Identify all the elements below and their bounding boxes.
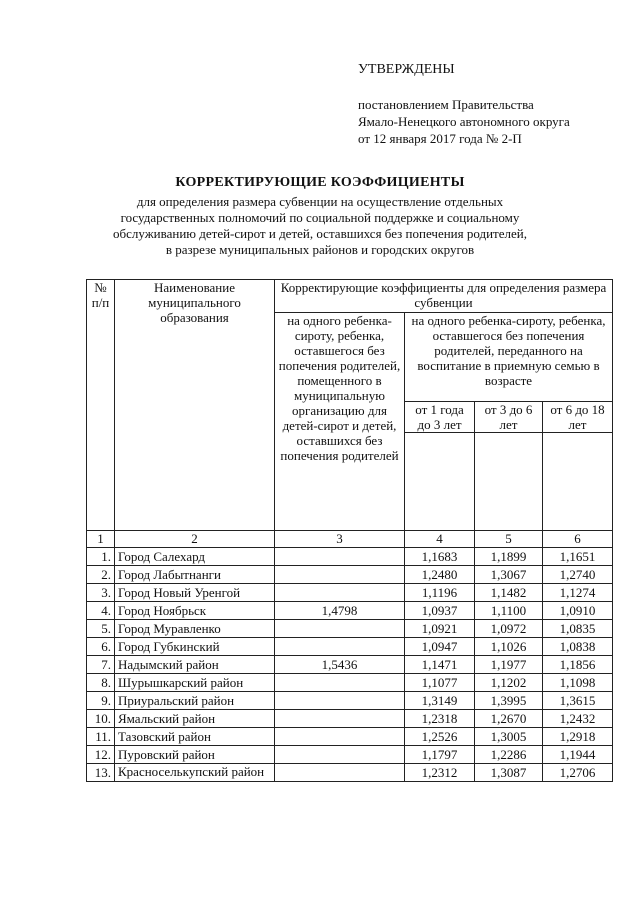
row-coef-age-6-18: 1,2432: [543, 710, 613, 728]
column-number: 2: [115, 531, 275, 548]
header-coef-group: Корректирующие коэффициенты для определения размера субвенции: [275, 280, 613, 313]
row-name: Шурышкарский район: [115, 674, 275, 692]
row-coef-age-6-18: 1,1651: [543, 548, 613, 566]
row-coef-institution: [275, 710, 405, 728]
row-coef-age-1-3: 1,2318: [405, 710, 475, 728]
row-name: Красноселькупский район: [115, 764, 275, 782]
row-coef-age-6-18: 1,2740: [543, 566, 613, 584]
row-number: 1.: [87, 548, 115, 566]
approval-line: постановлением Правительства: [358, 97, 534, 112]
row-coef-age-3-6: 1,3067: [475, 566, 543, 584]
column-number: 3: [275, 531, 405, 548]
row-coef-age-6-18: 1,1098: [543, 674, 613, 692]
header-spacer: [543, 433, 613, 531]
row-name: Город Новый Уренгой: [115, 584, 275, 602]
row-coef-age-3-6: 1,3005: [475, 728, 543, 746]
column-number: 1: [87, 531, 115, 548]
column-number: 5: [475, 531, 543, 548]
row-number: 11.: [87, 728, 115, 746]
approval-heading: УТВЕРЖДЕНЫ: [358, 62, 455, 77]
table-row: [87, 692, 613, 710]
subtitle-line: государственных полномочий по социальной поддержке и социальному: [120, 210, 520, 225]
row-coef-institution: [275, 566, 405, 584]
row-coef-age-1-3: 1,1797: [405, 746, 475, 764]
header-row: [87, 280, 613, 313]
row-name: Надымский район: [115, 656, 275, 674]
row-coef-age-1-3: 1,1077: [405, 674, 475, 692]
row-coef-age-1-3: 1,1471: [405, 656, 475, 674]
row-coef-age-1-3: 1,3149: [405, 692, 475, 710]
table-row: [87, 764, 613, 782]
header-age2: от 3 до 6 лет: [475, 402, 543, 433]
row-coef-age-1-3: 1,2480: [405, 566, 475, 584]
row-number: 5.: [87, 620, 115, 638]
row-coef-age-6-18: 1,1856: [543, 656, 613, 674]
row-coef-age-3-6: 1,1899: [475, 548, 543, 566]
header-col3: на одного ребенка-сироту, ребенка, оставшегося без попечения родителей, помещенного в муниципальную организацию для детей-сирот и детей, оставшихся без попечения родителей: [275, 313, 405, 531]
row-coef-age-3-6: 1,1977: [475, 656, 543, 674]
row-coef-institution: [275, 692, 405, 710]
row-name: Пуровский район: [115, 746, 275, 764]
row-coef-institution: [275, 674, 405, 692]
row-number: 6.: [87, 638, 115, 656]
approval-line: Ямало-Ненецкого автономного округа: [358, 114, 570, 129]
row-coef-age-3-6: 1,2286: [475, 746, 543, 764]
header-name: Наименование муниципального образования: [115, 280, 275, 531]
table-row: [87, 674, 613, 692]
column-number: 6: [543, 531, 613, 548]
table-row: [87, 548, 613, 566]
row-number: 3.: [87, 584, 115, 602]
row-coef-age-3-6: 1,1202: [475, 674, 543, 692]
row-coef-age-6-18: 1,2706: [543, 764, 613, 782]
header-spacer: [475, 433, 543, 531]
row-coef-age-3-6: 1,1482: [475, 584, 543, 602]
subtitle-line: в разрезе муниципальных районов и городских округов: [165, 242, 475, 257]
row-name: Город Салехард: [115, 548, 275, 566]
table-row: [87, 602, 613, 620]
row-coef-institution: 1,4798: [275, 602, 405, 620]
table-row: [87, 638, 613, 656]
approval-block: [358, 62, 628, 147]
row-name: Тазовский район: [115, 728, 275, 746]
row-coef-age-3-6: 1,1100: [475, 602, 543, 620]
table-row: [87, 746, 613, 764]
subtitle-line: обслуживанию детей-сирот и детей, оставшихся без попечения родителей,: [113, 226, 527, 241]
row-coef-age-1-3: 1,1196: [405, 584, 475, 602]
coefficients-table: [86, 279, 613, 782]
document-subtitle: [0, 194, 640, 258]
row-coef-age-3-6: 1,3087: [475, 764, 543, 782]
row-number: 12.: [87, 746, 115, 764]
header-spacer: [405, 433, 475, 531]
row-coef-age-3-6: 1,1026: [475, 638, 543, 656]
row-coef-age-6-18: 1,0835: [543, 620, 613, 638]
row-coef-age-6-18: 1,2918: [543, 728, 613, 746]
row-coef-age-1-3: 1,1683: [405, 548, 475, 566]
header-age3: от 6 до 18 лет: [543, 402, 613, 433]
document-title: КОРРЕКТИРУЮЩИЕ КОЭФФИЦИЕНТЫ: [175, 175, 465, 190]
row-coef-age-6-18: 1,3615: [543, 692, 613, 710]
row-name: Приуральский район: [115, 692, 275, 710]
row-coef-age-6-18: 1,0910: [543, 602, 613, 620]
row-coef-age-3-6: 1,0972: [475, 620, 543, 638]
column-numbers-row: [87, 531, 613, 548]
header-num: № п/п: [87, 280, 115, 531]
row-name: Город Ноябрьск: [115, 602, 275, 620]
row-coef-institution: [275, 548, 405, 566]
row-name: Город Муравленко: [115, 620, 275, 638]
row-coef-institution: 1,5436: [275, 656, 405, 674]
row-coef-institution: [275, 746, 405, 764]
row-number: 7.: [87, 656, 115, 674]
row-number: 2.: [87, 566, 115, 584]
subtitle-line: для определения размера субвенции на осуществление отдельных: [136, 194, 504, 209]
row-coef-age-1-3: 1,0947: [405, 638, 475, 656]
table-row: [87, 728, 613, 746]
row-name: Ямальский район: [115, 710, 275, 728]
row-number: 10.: [87, 710, 115, 728]
header-age1: от 1 года до 3 лет: [405, 402, 475, 433]
row-number: 4.: [87, 602, 115, 620]
approval-line: от 12 января 2017 года № 2-П: [358, 131, 522, 146]
table-row: [87, 710, 613, 728]
table-row: [87, 620, 613, 638]
row-coef-age-3-6: 1,2670: [475, 710, 543, 728]
row-coef-age-1-3: 1,2526: [405, 728, 475, 746]
row-name: Город Лабытнанги: [115, 566, 275, 584]
row-number: 9.: [87, 692, 115, 710]
header-foster-group: на одного ребенка-сироту, ребенка, оставшегося без попечения родителей, переданного на воспитание в приемную семью в возрасте: [405, 313, 613, 402]
row-coef-institution: [275, 728, 405, 746]
row-coef-age-6-18: 1,1274: [543, 584, 613, 602]
row-coef-institution: [275, 620, 405, 638]
row-name: Город Губкинский: [115, 638, 275, 656]
table-row: [87, 584, 613, 602]
row-coef-institution: [275, 584, 405, 602]
row-number: 8.: [87, 674, 115, 692]
table-row: [87, 656, 613, 674]
row-coef-age-3-6: 1,3995: [475, 692, 543, 710]
table-row: [87, 566, 613, 584]
row-coef-institution: [275, 638, 405, 656]
row-coef-age-6-18: 1,0838: [543, 638, 613, 656]
row-coef-age-1-3: 1,0937: [405, 602, 475, 620]
row-coef-institution: [275, 764, 405, 782]
row-coef-age-6-18: 1,1944: [543, 746, 613, 764]
column-number: 4: [405, 531, 475, 548]
row-coef-age-1-3: 1,2312: [405, 764, 475, 782]
row-number: 13.: [87, 764, 115, 782]
row-coef-age-1-3: 1,0921: [405, 620, 475, 638]
